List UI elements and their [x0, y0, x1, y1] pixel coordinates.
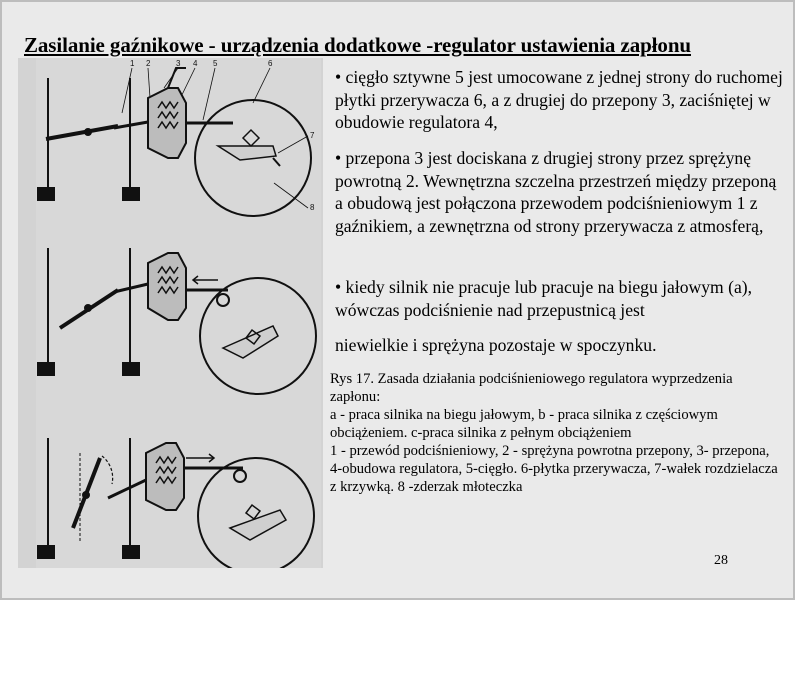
- bullet-item-3: • kiedy silnik nie pracuje lub pracuje na biegu jałowym (a), wówczas podciśnienie nad przepustnicą jest: [335, 277, 753, 320]
- fig-label-4: 4: [193, 59, 198, 68]
- caption-line-2: a - praca silnika na biegu jałowym, b - praca silnika z częściowym obciążeniem. c-praca silnika z pełnym obciążeniem: [330, 407, 718, 441]
- fig-label-2: 2: [146, 59, 151, 68]
- figure-caption: [330, 370, 780, 496]
- fig-label-3: 3: [176, 59, 181, 68]
- caption-line-3: 1 - przewód podciśnieniowy, 2 - sprężyna powrotna przepony, 3- przepona, 4-obudowa regulatora, 5-cięgło. 6-płytka przerywacza, 7-wałek rozdzielacza z krzywką. 8 -zderzak młoteczka: [330, 443, 778, 495]
- ignition-regulator-diagram: [18, 58, 323, 568]
- caption-line-1: Rys 17. Zasada działania podciśnieniowego regulatora wyprzedzenia zapłonu:: [330, 371, 733, 405]
- bullet-item-2: • przepona 3 jest dociskana z drugiej strony przez sprężynę powrotną 2. Wewnętrzna szczelna przestrzeń między przeponą a obudową jest połączona przewodem podciśnieniowym 1 z gaźnikiem, a zewnętrzna od strony przerywacza z atmosferą,: [335, 148, 777, 236]
- slide-title: Zasilanie gaźnikowe - urządzenia dodatkowe -regulator ustawienia zapłonu: [24, 33, 691, 57]
- fig-label-7: 7: [310, 131, 315, 140]
- fig-label-6: 6: [268, 59, 273, 68]
- fig-label-8: 8: [310, 203, 315, 212]
- fig-label-1: 1: [130, 59, 135, 68]
- bullet-item-1: • cięgło sztywne 5 jest umocowane z jednej strony do ruchomej płytki przerywacza 6, a z drugiej do przepony 3, zaciśniętej w obudowie regulatora 4,: [335, 67, 783, 133]
- bullet-item-3-continued: niewielkie i sprężyna pozostaje w spoczynku.: [335, 335, 657, 355]
- fig-label-5: 5: [213, 59, 218, 68]
- page-number: 28: [714, 553, 728, 568]
